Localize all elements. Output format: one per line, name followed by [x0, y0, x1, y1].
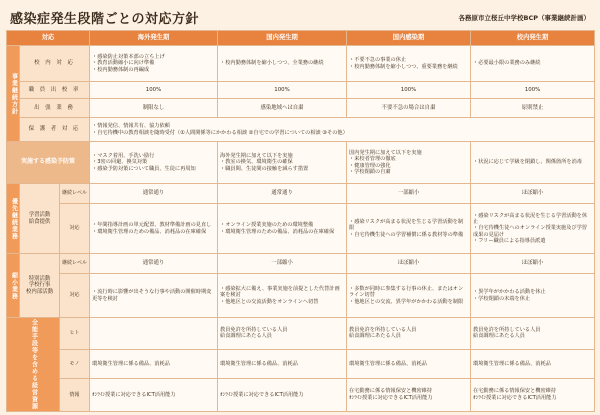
table-row — [7, 184, 595, 204]
cell: 100% — [218, 82, 347, 99]
cell: 一部縮小 — [347, 184, 471, 204]
cell: 教員免許を所持している人員 給食調理にあたる人員 — [347, 318, 471, 350]
table-row — [7, 378, 595, 411]
cell: ・必要最小限の業務のみ継続 — [471, 46, 595, 82]
cell: ｵﾝﾗｲﾝ授業に対応できるICT活用能力 — [90, 378, 218, 411]
sub-label-action: 対応 — [60, 204, 90, 254]
cell: ・年間指導計画の単元配置、教材準備計画の見直し ・環境衛生管理のための備品、消耗品の在庫確保 — [90, 204, 218, 254]
cell: 環境衛生管理に係る備品、消耗品 — [347, 349, 471, 378]
sub-label-info: 情報 — [60, 378, 90, 411]
cell: ほぼ縮小 — [471, 184, 595, 204]
sub-label-level: 継続レベル — [60, 184, 90, 204]
cell: 100% — [90, 82, 218, 99]
table-row — [7, 46, 595, 82]
col-header-taiou: 対応 — [7, 31, 90, 46]
row-label-school: 校 内 対 応 — [20, 46, 90, 82]
cell: ・校内勤務体制を縮小しつつ、全業務の継続 — [218, 46, 347, 82]
section-label-reduced: 縮小業務 — [7, 254, 20, 318]
col-header-domestic: 国内発生期 — [218, 31, 347, 46]
cell — [90, 318, 218, 350]
cell: 環境衛生管理に係る備品、消耗品 — [471, 349, 595, 378]
cell: ・流行時に影響が出そうな行事や活動の開催時期変更等を検討 — [90, 274, 218, 318]
cell: ほぼ縮小 — [347, 254, 471, 274]
section-label-prevention: 実施する感染予防策 — [7, 142, 90, 184]
cell: ほぼ縮小 — [471, 254, 595, 274]
table-row — [7, 99, 595, 118]
row-label-attendance: 職 員 出 校 率 — [20, 82, 90, 99]
table-row — [7, 349, 595, 378]
header — [6, 6, 594, 30]
row-label-guardian: 保 護 者 対 応 — [20, 118, 90, 142]
cell: 制限なし — [90, 99, 218, 118]
cell: 100% — [471, 82, 595, 99]
table-row — [7, 274, 595, 318]
cell: 感染地域へは自粛 — [218, 99, 347, 118]
col-header-school: 校内発生期 — [471, 31, 595, 46]
cell: ・感染防止対策本部の立ち上げ ・教育活動縮小に向け準備 ・校内勤務体制の再編成 — [90, 46, 218, 82]
page-title: 感染症発生段階ごとの対応方針 — [10, 12, 200, 27]
cell: ・マスク着用、手洗い励行 ・3密の回避、換気対策 ・感染予防対策について職員、生徒に再周知 — [90, 142, 218, 184]
page-subtitle: 各務原市立桜丘中学校BCP（事業継続計画） — [458, 14, 590, 22]
cell: ・異学年がかかわる活動を休止 ・学校閉鎖の末端を休止 — [471, 274, 595, 318]
cell: ｵﾝﾗｲﾝ授業に対応できるICT活用能力 — [218, 378, 347, 411]
cell: 国内発生期に加えて以下を実施 ・来校者管理の徹底 ・健康管理の強化 ・学校閉鎖の自粛 — [347, 142, 471, 184]
cell: 原則禁止 — [471, 99, 595, 118]
cell: ・感染リスクが高まる状況を生じる学習活動を休止 ・自宅待機生徒へのオンライン授業実施及び学習成果の見届け ・フリー職員による指導員派遣 — [471, 204, 595, 254]
cell: 一部縮小 — [218, 254, 347, 274]
cell: ・不要不急の事業の休止 ・校内勤務体制を縮小しつつ、重要業務を継続 — [347, 46, 471, 82]
col-header-domestic-infection: 国内感染期 — [347, 31, 471, 46]
cell: 不要不急の場合は自粛 — [347, 99, 471, 118]
sub-label-action: 対応 — [60, 274, 90, 318]
cell: 通常通り — [218, 184, 347, 204]
table-row — [7, 118, 595, 142]
cell: ・感染拡大に備え、事業実施を前提とした代替計画案を検討 ・他地区との交流活動をオンラインへ切替 — [218, 274, 347, 318]
section-label-business: 事業継続方針 — [7, 46, 20, 142]
cell: ・感染リスクが高まる状況を生じる学習活動を制限 ・自宅待機生徒への学習補償に係る教材等の準備 — [347, 204, 471, 254]
table-row — [7, 204, 595, 254]
row-label-business-trip: 出 張 業 務 — [20, 99, 90, 118]
cell: 通常通り — [90, 254, 218, 274]
cell: ・オンライン授業実施のための環境整備 ・環境衛生管理のための備品、消耗品の在庫確保 — [218, 204, 347, 254]
col-header-overseas: 海外発生期 — [90, 31, 218, 46]
cell: 在宅勤務に係る情報保安と機密維持 ｵﾝﾗｲﾝ授業に対応できるICT活用能力 — [347, 378, 471, 411]
cell: 在宅勤務に係る情報保安と機密維持 ｵﾝﾗｲﾝ授業に対応できるICT活用能力 — [471, 378, 595, 411]
cell: ・多数が同時に参集する行事の休止、またはオンライン切替 ・他地区との交流、異学年がかかわる活動を制限 — [347, 274, 471, 318]
table-row — [7, 82, 595, 99]
cell: 環境衛生管理に係る備品、消耗品 — [218, 349, 347, 378]
group-label-learning: 学習活動 給食提供 — [20, 184, 60, 254]
sub-label-level: 継続レベル — [60, 254, 90, 274]
cell: ・状況に応じて学級を閉鎖し、関係箇所を消毒 — [471, 142, 595, 184]
cell: 海外発生期に加えて以下を実施 ・教室の換気、環境衛生の確保 ・職員間、生徒間の接触を減らす措置 — [218, 142, 347, 184]
cell: 通常通り — [90, 184, 218, 204]
table-row — [7, 318, 595, 350]
plan-table — [6, 30, 595, 412]
sub-label-people: ヒト — [60, 318, 90, 350]
cell: 教員免許を所持している人員 給食調理にあたる人員 — [218, 318, 347, 350]
column-header-row — [7, 31, 595, 46]
cell: ・情報発信、情報共有、協力依頼 ・自宅待機中の教育相談を随時受付（①人間関係等にかかわる相談 ②自宅での学習についての相談 ③その他） — [90, 118, 595, 142]
table-row — [7, 254, 595, 274]
sub-label-things: モノ — [60, 349, 90, 378]
group-label-activities: 特別活動 学校行事 校内部活動 — [20, 254, 60, 318]
table-row — [7, 142, 595, 184]
section-label-priority: 優先継続業務 — [7, 184, 20, 254]
cell: 環境衛生管理に係る備品、消耗品 — [90, 349, 218, 378]
section-label-resources: 全能手段等を含める経営資源 — [7, 318, 60, 412]
cell: 教員免許を所持している人員 給食調理にあたる人員 — [471, 318, 595, 350]
cell: 100% — [347, 82, 471, 99]
